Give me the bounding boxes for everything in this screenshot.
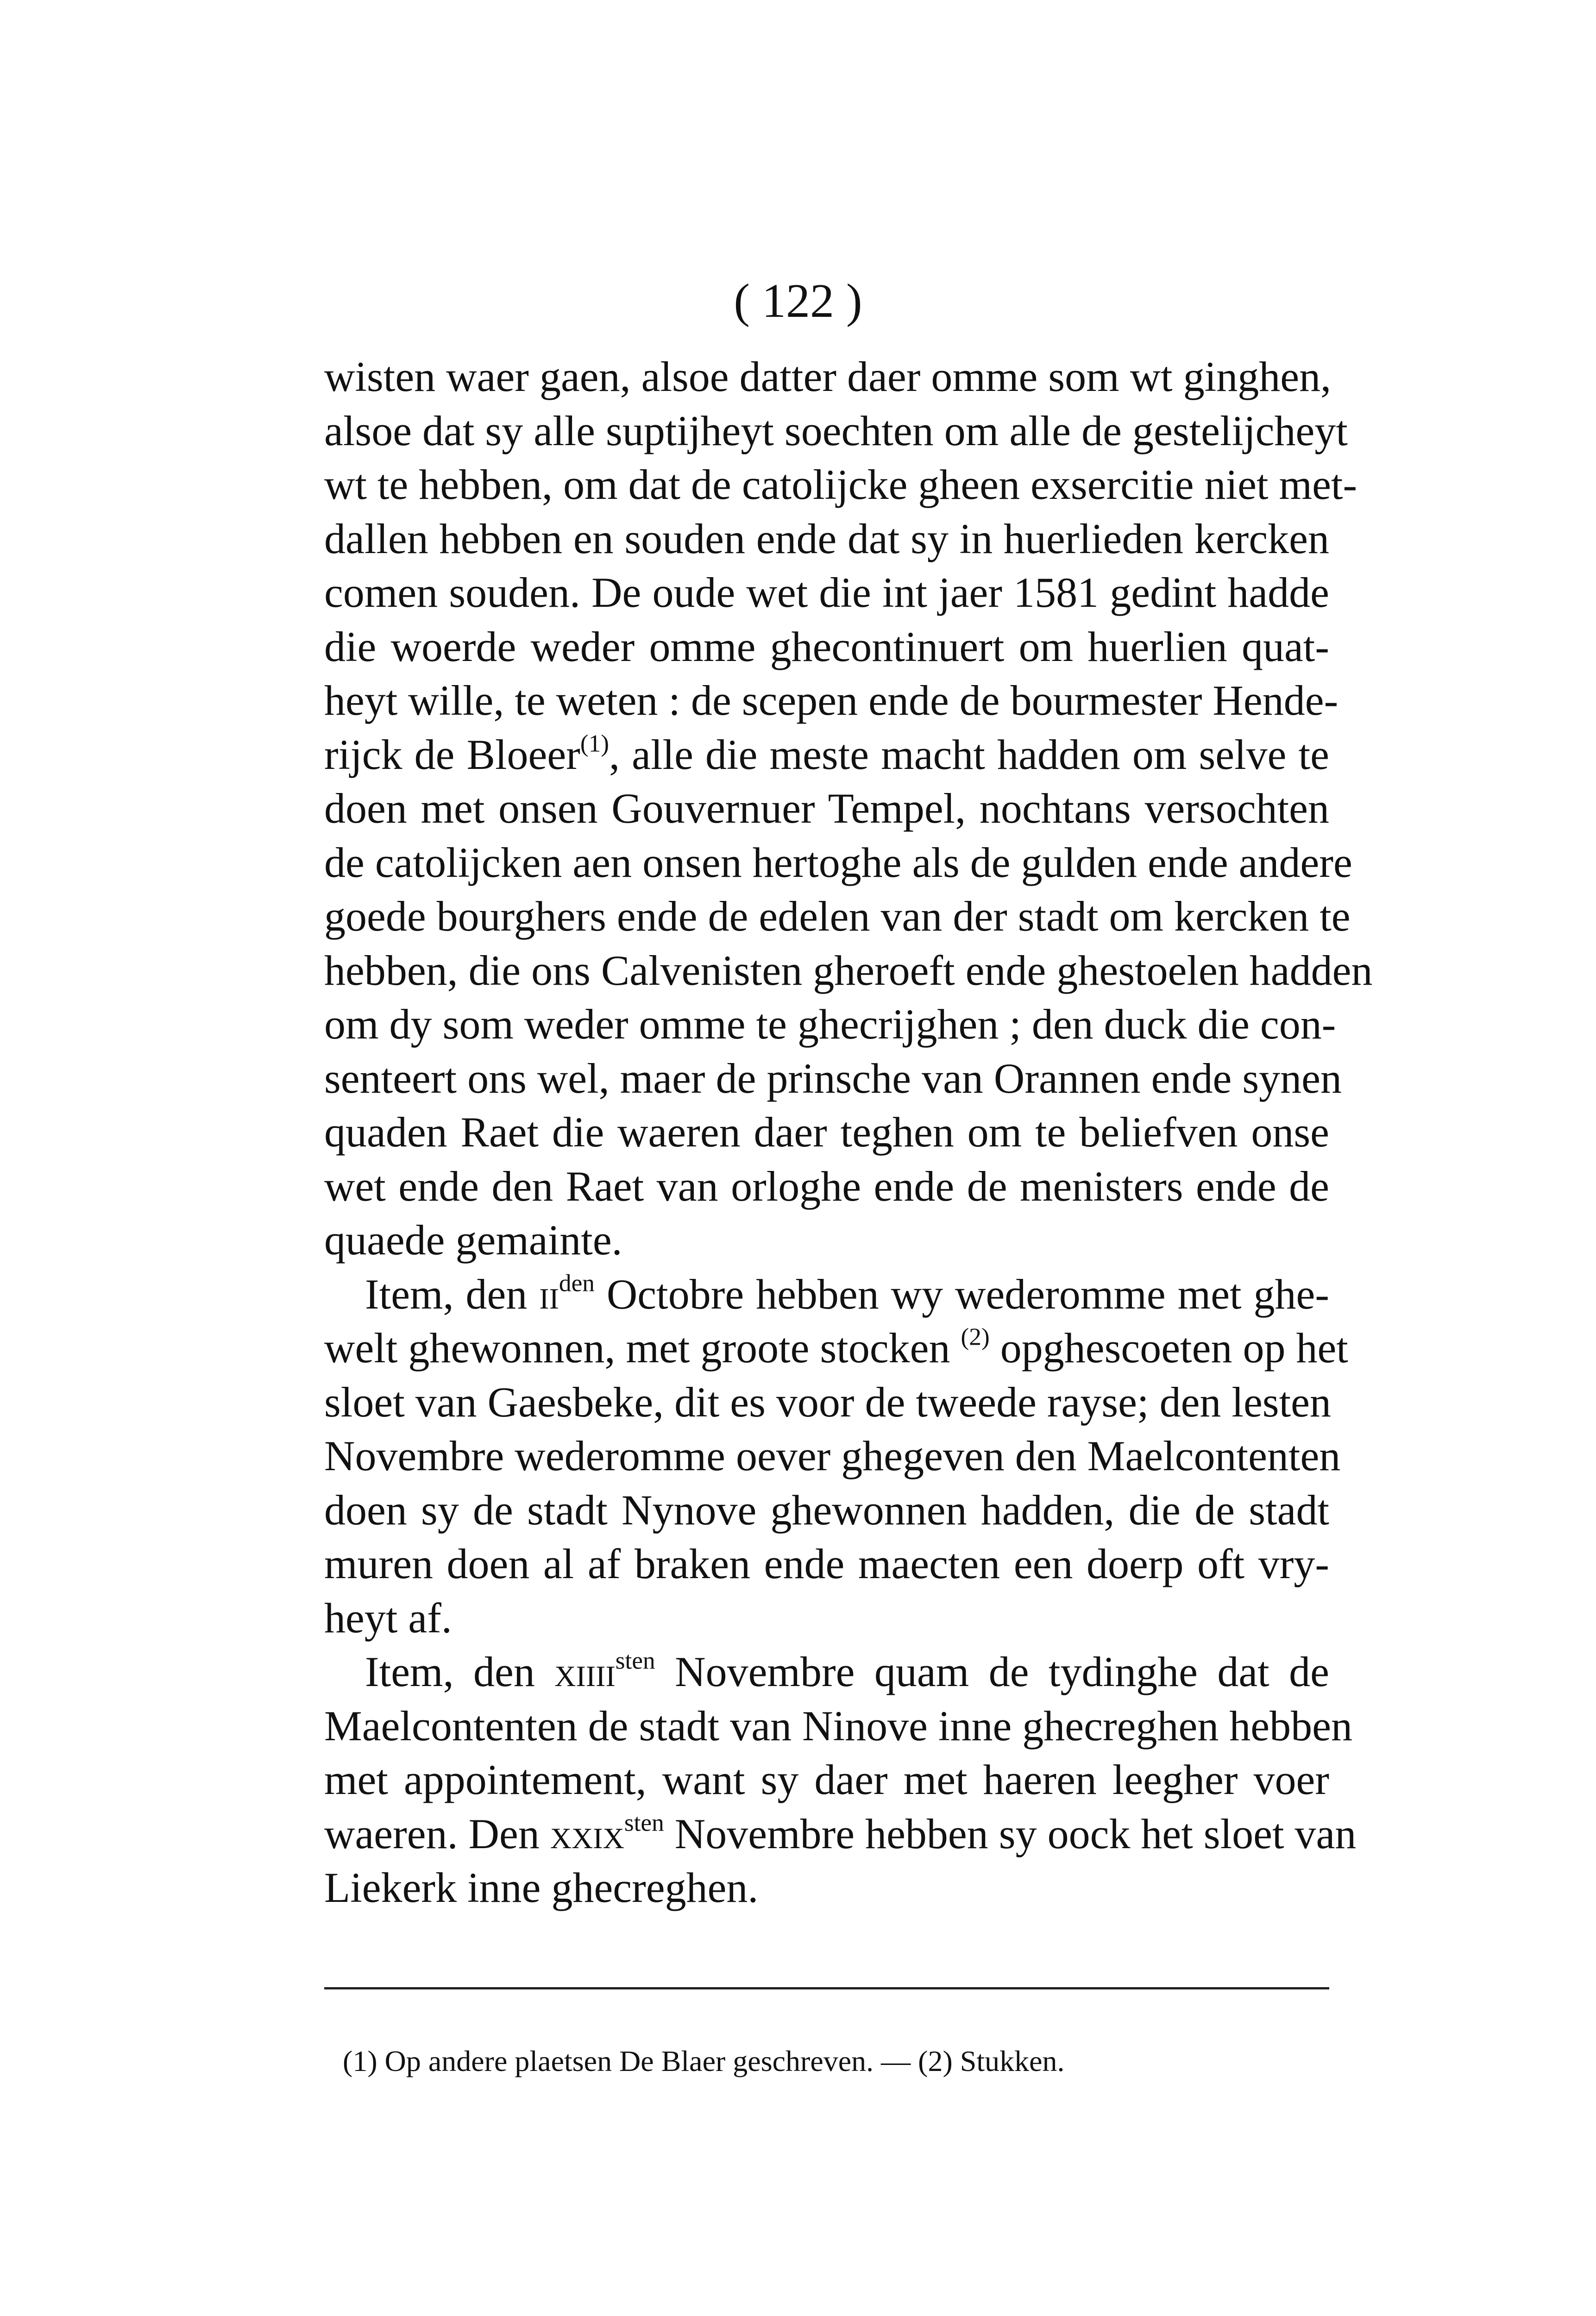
ordinal-suffix: den [559,1269,595,1297]
text-line: de catolijcken aen onsen hertoghe als de gulden ende andere [324,838,1352,886]
page-number: ( 122 ) [734,274,862,327]
text-line [324,1267,1329,1322]
text-line: wet ende den Raet van orloghe ende de menisters ende de [324,1162,1329,1210]
text-line: hebben, die ons Calvenisten gheroeft ende ghestoelen hadden [324,946,1373,994]
text-line: met appointement, want sy daer met haeren leegher voer [324,1756,1329,1803]
text-fragment: opghescoeten op het [989,1324,1348,1372]
text-fragment: Novembre hebben sy oock het sloet van [664,1810,1357,1857]
text-fragment: Octobre hebben wy wederomme met ghe- [594,1270,1329,1318]
text-line [324,1645,1329,1699]
text-line: quaede gemainte. [324,1216,622,1264]
text-line: wt te hebben, om dat de catolijcke gheen exsercitie niet met- [324,461,1357,508]
text-line: comen souden. De oude wet die int jaer 1581 gedint hadde [324,569,1329,616]
text-line: Liekerk inne ghecreghen. [324,1864,759,1911]
text-line [324,1321,1348,1375]
text-line: Novembre wederomme oever ghegeven den Maelcontenten [324,1432,1341,1479]
text-fragment: Item, den [365,1648,555,1695]
text-line: sloet van Gaesbeke, dit es voor de tweede rayse; den lesten [324,1378,1331,1426]
text-line [324,728,1329,782]
text-line: heyt af. [324,1594,452,1642]
text-fragment: , alle die meste macht hadden om selve te [609,730,1330,778]
body-text [324,350,1373,1915]
text-line: doen met onsen Gouvernuer Tempel, nochtans versochten [324,785,1329,832]
text-line: die woerde weder omme ghecontinuert om huerlien quat- [324,623,1329,670]
ordinal-suffix: sten [615,1646,655,1674]
text-line: senteert ons wel, maer de prinsche van Orannen ende synen [324,1054,1342,1102]
roman-numeral: xiiii [554,1648,616,1695]
text-line: doen sy de stadt Nynove ghewonnen hadden, die de stadt [324,1486,1329,1534]
text-line: muren doen al af braken ende maecten een doerp oft vry- [324,1540,1329,1587]
text-line [324,1807,1357,1861]
footnotes: (1) Op andere plaetsen De Blaer geschreven. — (2) Stukken. [343,2045,1065,2077]
text-fragment: Novembre quam de tydinghe dat de [655,1648,1329,1695]
text-line: alsoe dat sy alle suptijheyt soechten om alle de gestelijcheyt [324,407,1348,454]
text-line: dallen hebben en souden ende dat sy in huerlieden kercken [324,515,1329,562]
ordinal-suffix: sten [624,1808,664,1837]
footnote-ref-1: (1) [580,729,609,757]
text-line: wisten waer gaen, alsoe datter daer omme som wt ginghen, [324,353,1332,400]
text-fragment: waeren. Den [324,1810,550,1857]
text-fragment: rijck de Bloeer [324,730,580,778]
text-line: heyt wille, te weten : de scepen ende de bourmester Hende- [324,677,1338,724]
text-fragment: welt ghewonnen, met groote stocken [324,1324,961,1372]
text-line: quaden Raet die waeren daer teghen om te beliefven onse [324,1108,1329,1156]
roman-numeral: ii [539,1270,559,1318]
text-line: goede bourghers ende de edelen van der stadt om kercken te [324,893,1351,940]
text-line: Maelcontenten de stadt van Ninove inne ghecreghen hebben [324,1702,1352,1750]
roman-numeral: xxix [550,1810,624,1857]
footnote-divider [324,1987,1329,1989]
text-line: om dy som weder omme te ghecrijghen ; den duck die con- [324,1001,1336,1048]
text-fragment: Item, den [365,1270,540,1318]
footnote-ref-2: (2) [961,1322,990,1351]
